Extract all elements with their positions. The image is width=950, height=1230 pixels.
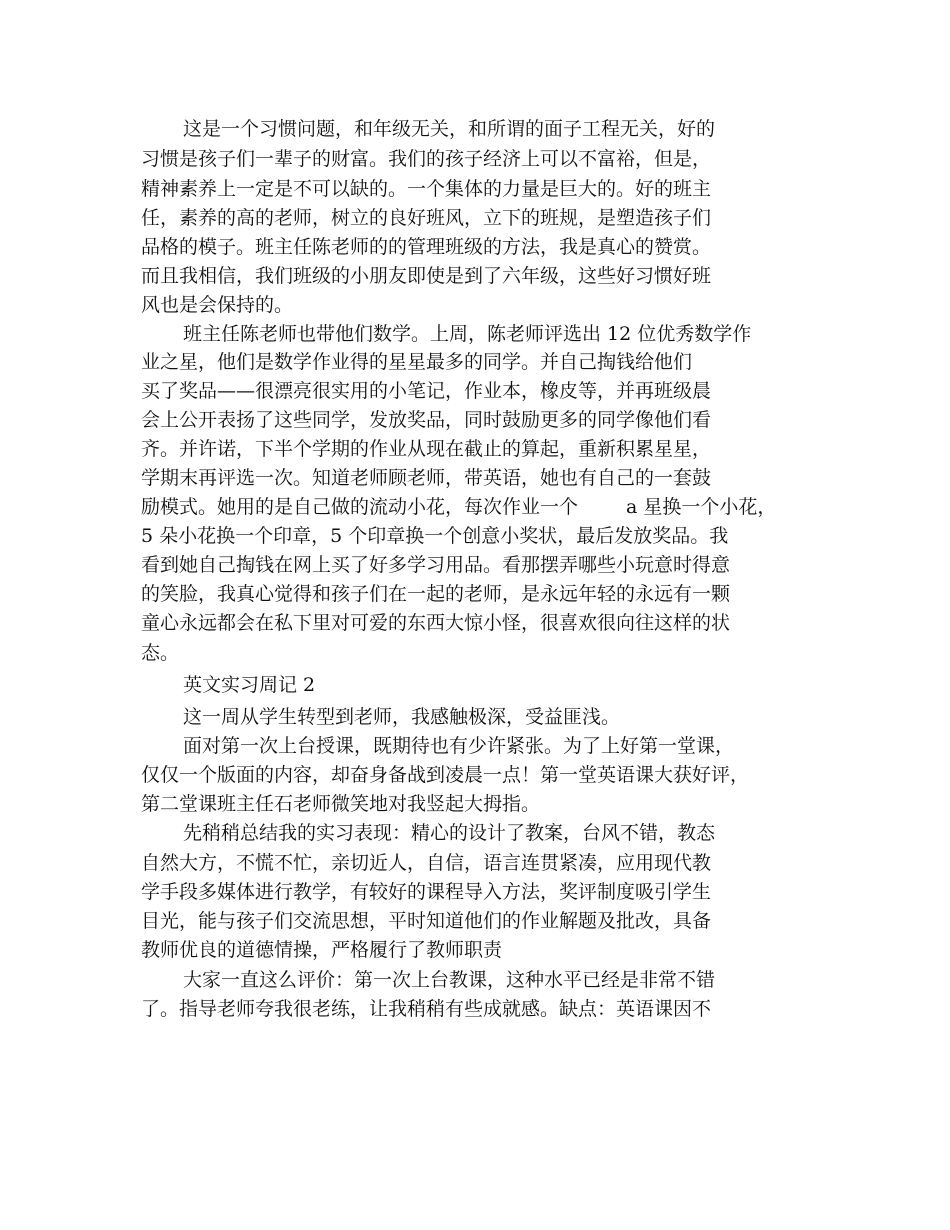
text-line: 第二堂课班主任石老师微笑地对我竖起大拇指。	[141, 793, 541, 815]
text-line: 品格的模子。班主任陈老师的的管理班级的方法，我是真心的赞赏。	[141, 236, 712, 258]
text-line: 这是一个习惯问题，和年级无关，和所谓的面子工程无关，好的	[183, 118, 716, 140]
text-line: 班主任陈老师也带他们数学。上周，陈老师评选出 12 位优秀数学作	[183, 323, 752, 345]
text-line	[141, 492, 776, 522]
text-line: 买了奖品——很漂亮很实用的小笔记，作业本，橡皮等，并再班级晨	[141, 380, 712, 402]
text-line: 5 朵小花换一个印章，5 个印章换一个创意小奖状，最后发放奖品。我	[141, 525, 729, 547]
text-line: 业之星，他们是数学作业得的星星最多的同学。并自己掏钱给他们	[141, 351, 693, 373]
text-line: 了。指导老师夸我很老练，让我稍稍有些成就感。缺点：英语课因不	[141, 998, 712, 1020]
text-line: 大家一直这么评价：第一次上台教课，这种水平已经是非常不错	[183, 969, 716, 991]
text-line: 这一周从学生转型到老师，我感触极深，受益匪浅。	[183, 706, 621, 728]
text-line: 精神素养上一定是不可以缺的。一个集体的力量是巨大的。好的班主	[141, 178, 712, 200]
text-line: 自然大方，不慌不忙，亲切近人，自信，语言连贯紧凑，应用现代教	[141, 852, 712, 874]
text-line: 任，素养的高的老师，树立的良好班风，立下的班规，是塑造孩子们	[141, 207, 712, 229]
text-line: 学手段多媒体进行教学，有较好的课程导入方法，奖评制度吸引学生	[141, 881, 712, 903]
text-line: 先稍稍总结我的实习表现：精心的设计了教案，台风不错，教态	[183, 822, 716, 844]
text-line: 态。	[141, 642, 180, 664]
text-line: 教师优良的道德情操，严格履行了教师职责	[141, 939, 503, 961]
text-line: 的笑脸，我真心觉得和孩子们在一起的老师，是永远年轻的永远有一颗	[141, 583, 731, 605]
text-line: 仅仅一个版面的内容，却奋身备战到凌晨一点！第一堂英语课大获好评，	[141, 764, 750, 786]
text-line: 目光，能与孩子们交流思想，平时知道他们的作业解题及批改，具备	[141, 910, 712, 932]
text-line: 会上公开表扬了这些同学，发放奖品，同时鼓励更多的同学像他们看	[141, 409, 712, 431]
text-line: 看到她自己掏钱在网上买了好多学习用品。看那摆弄哪些小玩意时得意	[141, 554, 731, 576]
text-line-part: 励模式。她用的是自己做的流动小花，每次作业一个	[141, 496, 579, 518]
text-line: 齐。并许诺，下半个学期的作业从现在截止的算起，重新积累星星，	[141, 438, 712, 460]
text-line: 而且我相信，我们班级的小朋友即使是到了六年级，这些好习惯好班	[141, 265, 712, 287]
text-line-part: a 星换一个小花，	[626, 496, 777, 518]
text-line: 学期末再评选一次。知道老师顾老师，带英语，她也有自己的一套鼓	[141, 467, 712, 489]
text-line: 童心永远都会在私下里对可爱的东西大惊小怪，很喜欢很向往这样的状	[141, 612, 731, 634]
text-line: 习惯是孩子们一辈子的财富。我们的孩子经济上可以不富裕，但是，	[141, 148, 712, 170]
text-line: 风也是会保持的。	[141, 294, 294, 316]
section-heading: 英文实习周记 2	[183, 674, 316, 696]
text-line: 面对第一次上台授课，既期待也有少许紧张。为了上好第一堂课，	[183, 735, 735, 757]
